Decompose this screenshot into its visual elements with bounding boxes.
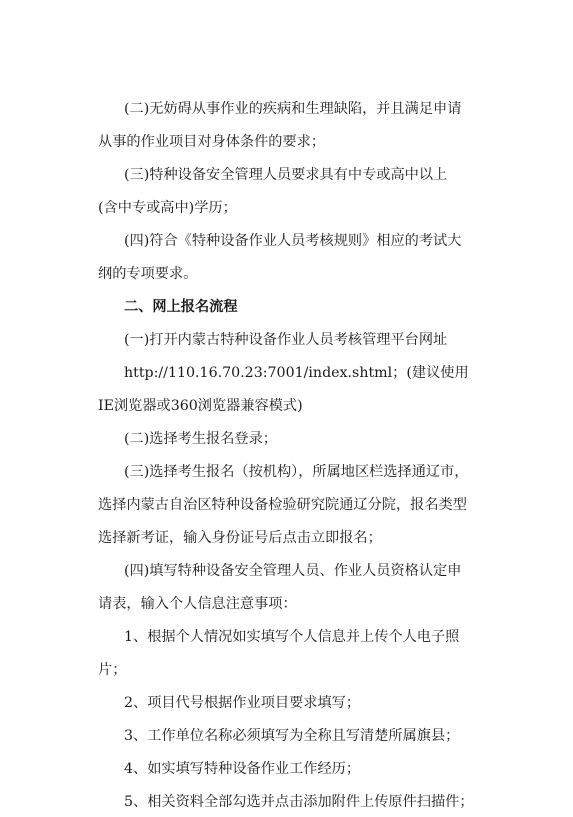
text-line: 选择新考证，输入身份证号后点击立即报名；	[98, 530, 382, 546]
text-line: 4、如实填写特种设备作业工作经历；	[124, 761, 361, 777]
text-line: (一)打开内蒙古特种设备作业人员考核管理平台网址	[124, 332, 448, 348]
text-line: IE浏览器或360浏览器兼容模式)	[98, 398, 303, 414]
text-line: (三)特种设备安全管理人员要求具有中专或高中以上	[124, 167, 448, 183]
text-line: (含中专或高中)学历；	[98, 200, 237, 216]
text-line: 请表，输入个人信息注意事项：	[98, 596, 297, 612]
text-line: 选择内蒙古自治区特种设备检验研究院通辽分院，报名类型	[98, 497, 467, 513]
text-line: (二)无妨碍从事作业的疾病和生理缺陷，并且满足申请	[124, 101, 462, 117]
text-line: (四)符合《特种设备作业人员考核规则》相应的考试大	[124, 233, 462, 249]
text-line: 片；	[98, 662, 127, 678]
text-line: (三)选择考生报名（按机构），所属地区栏选择通辽市，	[124, 464, 469, 480]
text-line: 3、工作单位名称必须填写为全称且写清楚所属旗县；	[124, 728, 460, 744]
text-line: 1、根据个人情况如实填写个人信息并上传个人电子照	[124, 629, 460, 645]
text-line: 5、相关资料全部勾选并点击添加附件上传原件扫描件；	[124, 794, 474, 810]
text-line: 从事的作业项目对身体条件的要求；	[98, 134, 326, 150]
text-line: 2、项目代号根据作业项目要求填写；	[124, 695, 361, 711]
text-line: (四)填写特种设备安全管理人员、作业人员资格认定申	[124, 563, 462, 579]
url-line: http://110.16.70.23:7001/index.shtml；(建议使用	[124, 365, 469, 381]
section-heading: 二、网上报名流程	[124, 299, 238, 315]
text-line: (二)选择考生报名登录；	[124, 431, 277, 447]
text-line: 纲的专项要求。	[98, 266, 198, 282]
